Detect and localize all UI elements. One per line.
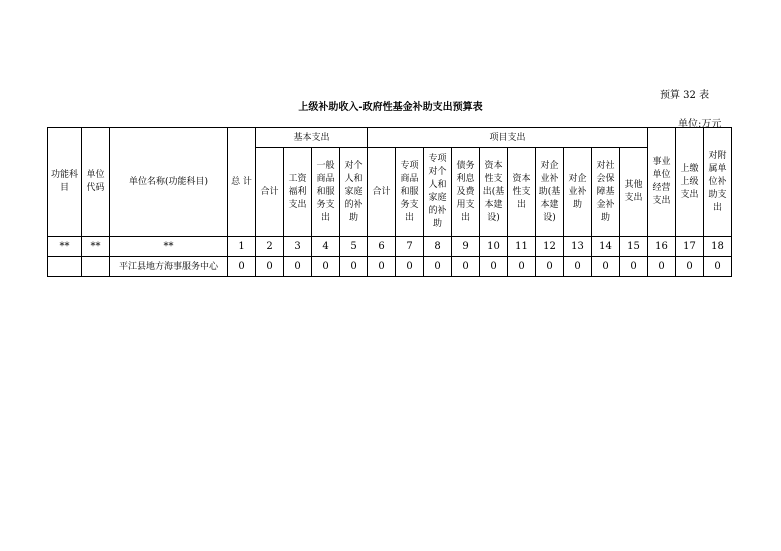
- index-cell: 18: [704, 237, 732, 257]
- unit-label: 单位:万元: [678, 119, 722, 130]
- header-wages: 工资福利支出: [284, 148, 312, 237]
- header-enterprise-expenditure: 事业单位经营支出: [648, 128, 676, 237]
- header-row-group: [48, 128, 732, 148]
- index-cell: 1: [228, 237, 256, 257]
- value-cell: 0: [648, 257, 676, 277]
- value-cell: 0: [508, 257, 536, 277]
- value-cell: 0: [340, 257, 368, 277]
- header-other: 其他支出: [620, 148, 648, 237]
- value-cell: 0: [368, 257, 396, 277]
- value-cell: 0: [564, 257, 592, 277]
- header-project-total: 合计: [368, 148, 396, 237]
- index-cell: 11: [508, 237, 536, 257]
- index-cell: 17: [676, 237, 704, 257]
- header-total: 总 计: [228, 128, 256, 237]
- index-cell: 5: [340, 237, 368, 257]
- value-cell: 0: [284, 257, 312, 277]
- table-row: [48, 257, 732, 277]
- value-cell: 0: [424, 257, 452, 277]
- row-unit-name: 平江县地方海事服务中心: [110, 257, 228, 277]
- header-project-expenditure: 项目支出: [368, 128, 648, 148]
- header-special-individual: 专项对个人和家庭的补助: [424, 148, 452, 237]
- header-capital-construction: 资本性支出(基本建设): [480, 148, 508, 237]
- header-enterprise-construction: 对企业补助(基本建设): [536, 148, 564, 237]
- header-basic-expenditure: 基本支出: [256, 128, 368, 148]
- header-social-security: 对社会保障基金补助: [592, 148, 620, 237]
- value-cell: 0: [228, 257, 256, 277]
- value-cell: 0: [312, 257, 340, 277]
- index-cell: 10: [480, 237, 508, 257]
- header-basic-total: 合计: [256, 148, 284, 237]
- index-cell: 8: [424, 237, 452, 257]
- header-enterprise-subsidy: 对企业补助: [564, 148, 592, 237]
- header-unit-code: 单位代码: [82, 128, 110, 237]
- form-number: 预算 32 表: [660, 90, 710, 101]
- index-cell: 7: [396, 237, 424, 257]
- index-cell: **: [82, 237, 110, 257]
- value-cell: 0: [480, 257, 508, 277]
- header-upper-expenditure: 上缴上级支出: [676, 128, 704, 237]
- index-cell: **: [110, 237, 228, 257]
- index-cell: 9: [452, 237, 480, 257]
- value-cell: 0: [452, 257, 480, 277]
- index-cell: **: [48, 237, 82, 257]
- header-subsidiary-expenditure: 对附属单位补助支出: [704, 128, 732, 237]
- header-goods-services: 一般商品和服务支出: [312, 148, 340, 237]
- header-capital: 资本性支出: [508, 148, 536, 237]
- value-cell: 0: [396, 257, 424, 277]
- index-cell: 14: [592, 237, 620, 257]
- index-cell: 13: [564, 237, 592, 257]
- index-cell: 12: [536, 237, 564, 257]
- index-cell: 2: [256, 237, 284, 257]
- value-cell: 0: [676, 257, 704, 277]
- index-cell: 3: [284, 237, 312, 257]
- row-unit-code: [82, 257, 110, 277]
- header-func-subject: 功能科目: [48, 128, 82, 237]
- index-cell: 16: [648, 237, 676, 257]
- value-cell: 0: [704, 257, 732, 277]
- index-cell: 15: [620, 237, 648, 257]
- value-cell: 0: [620, 257, 648, 277]
- index-row: [48, 237, 732, 257]
- value-cell: 0: [592, 257, 620, 277]
- value-cell: 0: [536, 257, 564, 277]
- header-individual-subsidy: 对个人和家庭的补助: [340, 148, 368, 237]
- value-cell: 0: [256, 257, 284, 277]
- row-func-subject: [48, 257, 82, 277]
- header-debt-interest: 债务利息及费用支出: [452, 148, 480, 237]
- header-unit-name: 单位名称(功能科目): [110, 128, 228, 237]
- budget-table: [47, 127, 732, 277]
- header-special-goods: 专项商品和服务支出: [396, 148, 424, 237]
- index-cell: 4: [312, 237, 340, 257]
- table-title: 上级补助收入-政府性基金补助支出预算表: [298, 102, 483, 113]
- index-cell: 6: [368, 237, 396, 257]
